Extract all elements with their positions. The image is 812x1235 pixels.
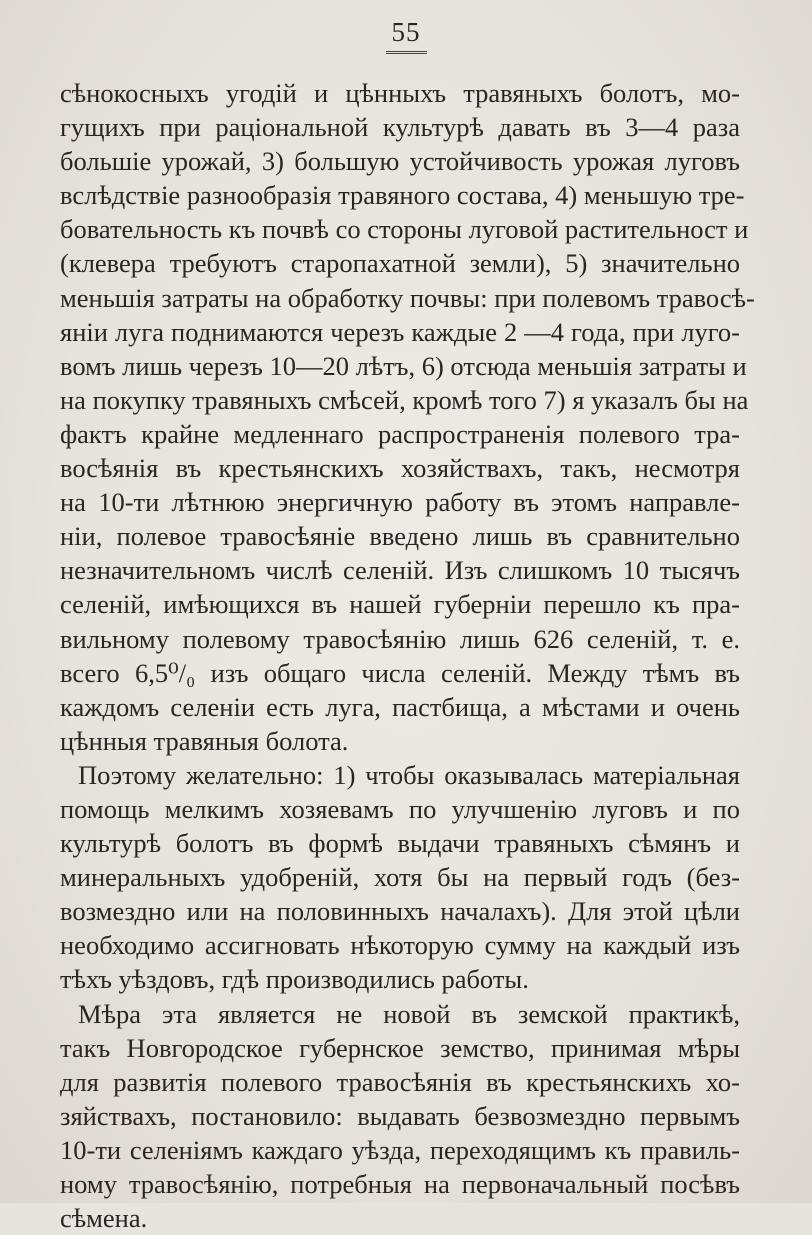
text-line: такъ Новгородское губернское земство, принимая мѣры <box>60 1032 740 1063</box>
text-line: гущихъ при раціональной культурѣ давать въ 3—4 раза <box>60 112 740 143</box>
text-line: незначительномъ числѣ селеній. Изъ слишкомъ 10 тысячъ <box>60 555 740 586</box>
text-line: каждомъ селеніи есть луга, пастбища, а мѣстами и очень <box>60 691 740 722</box>
text-line: восѣянія въ крестьянскихъ хозяйствахъ, такъ, несмотря <box>60 453 740 484</box>
text-line: культурѣ болотъ въ формѣ выдачи травяныхъ сѣмянъ и <box>60 828 740 859</box>
text-line: (клевера требуютъ старопахатной земли), 5) значительно <box>60 248 740 279</box>
text-line: вильному полевому травосѣянію лишь 626 селеній, т. е. <box>60 623 740 654</box>
text-line: 10-ти селеніямъ каждаго уѣзда, переходящимъ къ правиль- <box>60 1134 740 1165</box>
text-line: на 10-ти лѣтнюю энергичную работу въ этомъ направле- <box>60 487 740 518</box>
text-line: большіе урожай, 3) большую устойчивость урожая луговъ <box>60 146 740 177</box>
text-line: минеральныхъ удобреній, хотя бы на первый годъ (без- <box>60 862 740 893</box>
text-line: меньшія затраты на обработку почвы: при полевомъ травосѣ- <box>60 282 755 313</box>
text-line: ніи, полевое травосѣяніе введено лишь въ сравнительно <box>60 521 740 552</box>
page-header <box>0 16 812 54</box>
text-line: всего 6,5⁰/₀ изъ общаго числа селеній. Между тѣмъ въ <box>60 657 740 688</box>
paragraph-1 <box>60 76 755 758</box>
text-line: на покупку травяныхъ смѣсей, кромѣ того 7) я указалъ бы на <box>60 384 749 415</box>
text-line: для развитія полевого травосѣянія въ крестьянскихъ хо- <box>60 1066 740 1097</box>
text-line: ному травосѣянію, потребныя на первоначальный посѣвъ <box>60 1169 740 1199</box>
paragraph-3 <box>60 997 740 1235</box>
body-text <box>60 76 755 1235</box>
text-line: цѣнныя травяныя болота. <box>60 725 349 756</box>
text-line: Поэтому желательно: 1) чтобы оказывалась матеріальная <box>78 759 740 790</box>
text-line: яніи луга поднимаются черезъ каждые 2 —4 года, при луго- <box>60 316 740 347</box>
text-line: зяйствахъ, постановило: выдавать безвозмездно первымъ <box>60 1100 740 1131</box>
page-number: 55 <box>386 16 427 54</box>
text-line: тѣхъ уѣздовъ, гдѣ производились работы. <box>60 964 529 995</box>
text-line: бовательность къ почвѣ со стороны луговой растительност и <box>60 214 749 245</box>
text-line: помощь мелкимъ хозяевамъ по улучшенію луговъ и по <box>60 793 740 824</box>
text-line: вслѣдствіе разнообразія травяного состава, 4) меньшую тре- <box>60 180 745 211</box>
text-line: вомъ лишь черезъ 10—20 лѣтъ, 6) отсюда меньшія затраты и <box>60 350 747 381</box>
text-line: Мѣра эта является не новой въ земской практикѣ, <box>78 998 740 1029</box>
text-line: сѣнокосныхъ угодій и цѣнныхъ травяныхъ болотъ, мо- <box>60 78 740 108</box>
text-line: необходимо ассигновать нѣкоторую сумму на каждый изъ <box>60 930 740 961</box>
paragraph-2 <box>60 758 740 997</box>
text-line: возмездно или на половинныхъ началахъ). Для этой цѣли <box>60 896 740 927</box>
text-line: селеній, имѣющихся въ нашей губерніи перешло къ пра- <box>60 589 740 620</box>
text-line: сѣмена. <box>60 1203 148 1234</box>
text-line: фактъ крайне медленнаго распространенія полевого тра- <box>60 418 740 449</box>
